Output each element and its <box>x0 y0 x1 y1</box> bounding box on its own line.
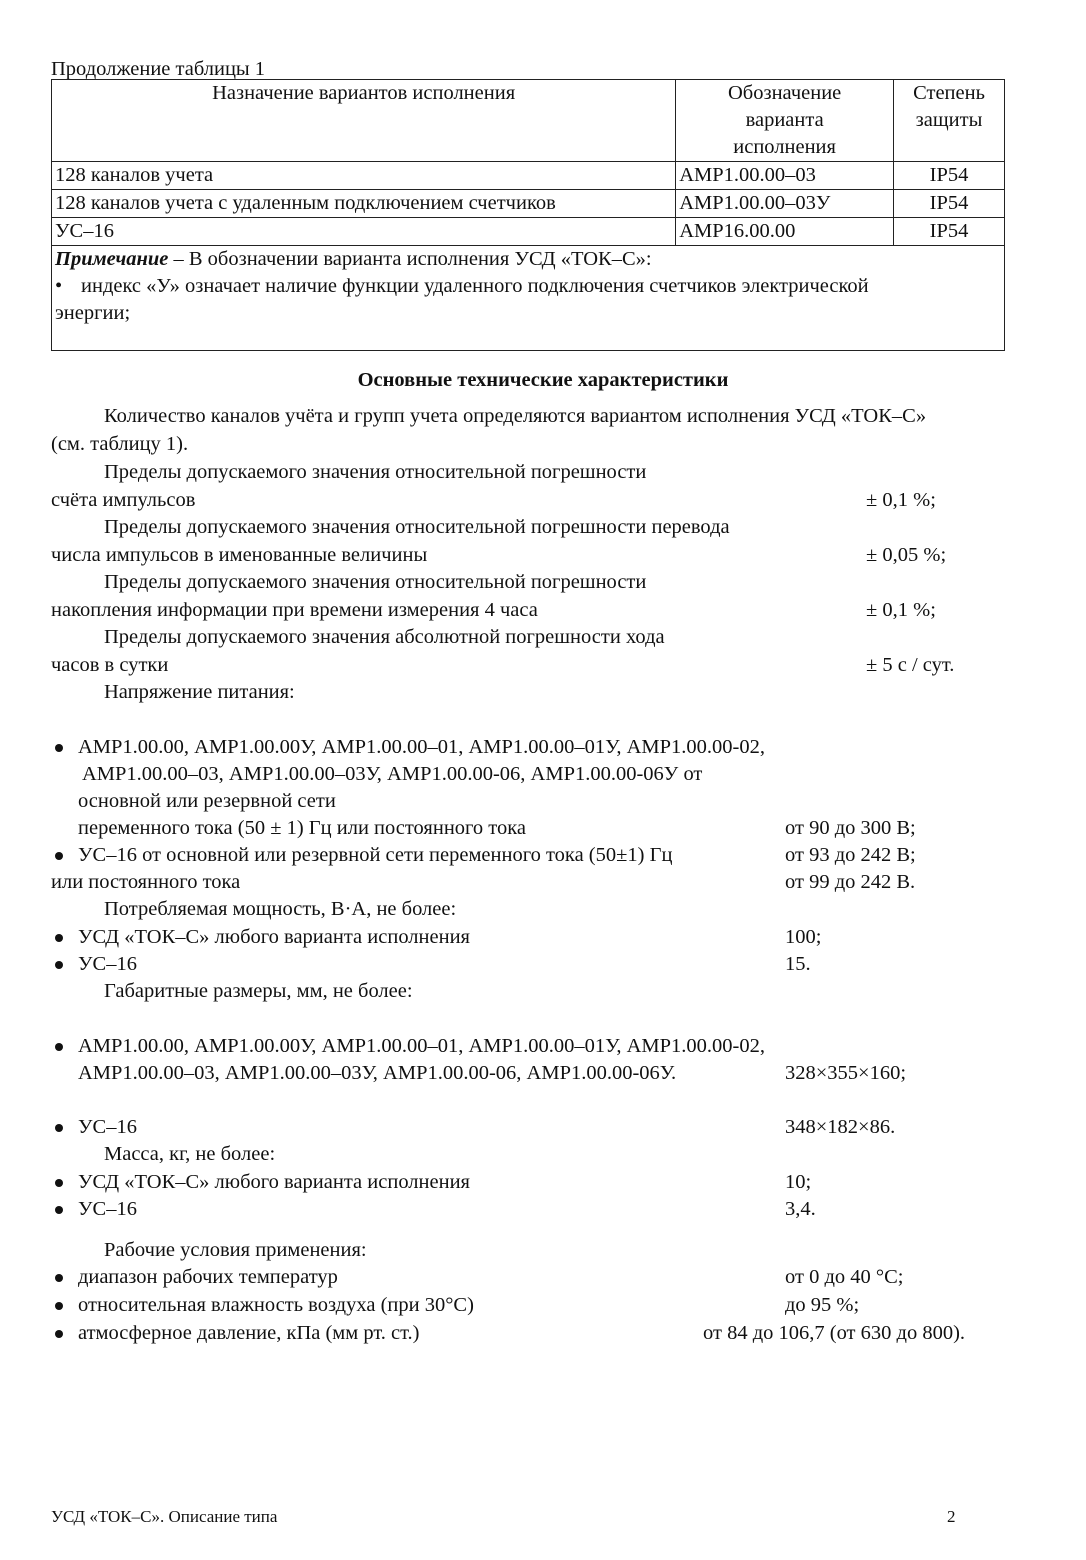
power-item-value: от 90 до 300 В; <box>785 817 916 839</box>
power-supply-title: Напряжение питания: <box>104 681 295 703</box>
spec-line: Пределы допускаемого значения относительной погрешности перевода <box>104 516 730 538</box>
page-number: 2 <box>947 1507 956 1526</box>
table-note <box>52 246 1005 351</box>
header-protection <box>894 80 1005 162</box>
conditions-label: диапазон рабочих температур <box>78 1266 338 1288</box>
bullet-icon <box>55 1330 63 1338</box>
spec-value: ± 5 с / сут. <box>866 654 955 676</box>
power-item-line: АМР1.00.00, АМР1.00.00У, АМР1.00.00–01, АМР1.00.00–01У, АМР1.00.00-02, <box>78 736 765 758</box>
consumption-label: УС–16 <box>78 953 137 975</box>
cell-purpose: УС–16 <box>52 218 676 246</box>
header-protection-line: защиты <box>915 109 983 131</box>
table-note-row <box>52 246 1005 351</box>
bullet-icon <box>55 961 63 969</box>
power-item-line: или постоянного тока <box>51 871 241 893</box>
spec-line: числа импульсов в именованные величины <box>51 544 428 566</box>
header-protection-line: Степень <box>913 82 985 104</box>
bullet-icon <box>55 934 63 942</box>
spec-line: Пределы допускаемого значения абсолютной погрешности хода <box>104 626 665 648</box>
note-text: – В обозначении варианта исполнения УСД «ТОК–С»: <box>168 248 652 270</box>
bullet-icon <box>55 1124 63 1132</box>
power-item-line: АМР1.00.00–03, АМР1.00.00–03У, АМР1.00.00-06, АМР1.00.00-06У от <box>82 763 703 785</box>
spec-value: ± 0,1 %; <box>866 489 936 511</box>
table-row <box>52 218 1005 246</box>
spec-line: Пределы допускаемого значения относительной погрешности <box>104 571 647 593</box>
power-item-line: переменного тока (50 ± 1) Гц или постоянного тока <box>78 817 526 839</box>
dimensions-label: УС–16 <box>78 1116 137 1138</box>
consumption-label: УСД «ТОК–С» любого варианта исполнения <box>78 926 470 948</box>
mass-label: УС–16 <box>78 1198 137 1220</box>
table-caption: Продолжение таблицы 1 <box>51 58 266 80</box>
dimensions-value: 348×182×86. <box>785 1116 896 1138</box>
bullet-icon: • <box>55 275 63 297</box>
mass-value: 10; <box>785 1171 812 1193</box>
power-item-value: от 99 до 242 В. <box>785 871 916 893</box>
table-row <box>52 190 1005 218</box>
footer-title: УСД «ТОК–С». Описание типа <box>51 1507 278 1526</box>
power-item-line: основной или резервной сети <box>78 790 336 812</box>
consumption-value: 100; <box>785 926 822 948</box>
header-designation-line: варианта <box>745 109 824 131</box>
conditions-label: атмосферное давление, кПа (мм рт. ст.) <box>78 1322 420 1344</box>
consumption-title: Потребляемая мощность, В·А, не более: <box>104 898 457 920</box>
bullet-icon <box>55 1179 63 1187</box>
cell-purpose: 128 каналов учета <box>52 162 676 190</box>
cell-designation: АМР1.00.00–03У <box>676 190 894 218</box>
intro-line: (см. таблицу 1). <box>51 433 189 455</box>
conditions-title: Рабочие условия применения: <box>104 1239 367 1261</box>
table-header-row <box>52 80 1005 162</box>
power-item-value: от 93 до 242 В; <box>785 844 916 866</box>
power-item-line: УС–16 от основной или резервной сети переменного тока (50±1) Гц <box>78 844 673 866</box>
cell-protection: IP54 <box>894 218 1005 246</box>
spec-line: счёта импульсов <box>51 489 196 511</box>
header-purpose: Назначение вариантов исполнения <box>52 80 676 162</box>
dimensions-value: 328×355×160; <box>785 1062 907 1084</box>
note-bullet: индекс «У» означает наличие функции удаленного подключения счетчиков электрической <box>81 275 869 297</box>
spec-line: накопления информации при времени измерения 4 часа <box>51 599 538 621</box>
cell-designation: АМР1.00.00–03 <box>676 162 894 190</box>
spec-line: часов в сутки <box>51 654 169 676</box>
dimensions-title: Габаритные размеры, мм, не более: <box>104 980 413 1002</box>
conditions-value: от 0 до 40 °С; <box>785 1266 904 1288</box>
header-designation <box>676 80 894 162</box>
conditions-value: от 84 до 106,7 (от 630 до 800). <box>703 1322 966 1344</box>
bullet-icon <box>55 852 63 860</box>
mass-title: Масса, кг, не более: <box>104 1143 276 1165</box>
header-designation-line: Обозначение <box>727 82 842 104</box>
cell-designation: АМР16.00.00 <box>676 218 894 246</box>
cell-purpose: 128 каналов учета с удаленным подключением счетчиков <box>52 190 676 218</box>
conditions-label: относительная влажность воздуха (при 30°С) <box>78 1294 474 1316</box>
bullet-icon <box>55 1043 63 1051</box>
table-row <box>52 162 1005 190</box>
section-title: Основные технические характеристики <box>357 369 729 391</box>
mass-value: 3,4. <box>785 1198 816 1220</box>
cell-protection: IP54 <box>894 190 1005 218</box>
variants-table <box>51 79 1005 351</box>
spec-value: ± 0,05 %; <box>866 544 947 566</box>
cell-protection: IP54 <box>894 162 1005 190</box>
bullet-icon <box>55 1302 63 1310</box>
mass-label: УСД «ТОК–С» любого варианта исполнения <box>78 1171 470 1193</box>
consumption-value: 15. <box>785 953 811 975</box>
note-title: Примечание <box>55 248 169 270</box>
bullet-icon <box>55 1274 63 1282</box>
header-designation-line: исполнения <box>733 136 836 158</box>
bullet-icon <box>55 1206 63 1214</box>
dimensions-line: АМР1.00.00, АМР1.00.00У, АМР1.00.00–01, АМР1.00.00–01У, АМР1.00.00-02, <box>78 1035 765 1057</box>
bullet-icon <box>55 744 63 752</box>
dimensions-line: АМР1.00.00–03, АМР1.00.00–03У, АМР1.00.00-06, АМР1.00.00-06У. <box>78 1062 677 1084</box>
conditions-value: до 95 %; <box>785 1294 860 1316</box>
note-bullet-cont: энергии; <box>55 302 131 324</box>
spec-value: ± 0,1 %; <box>866 599 936 621</box>
spec-line: Пределы допускаемого значения относительной погрешности <box>104 461 647 483</box>
intro-line: Количество каналов учёта и групп учета определяются вариантом исполнения УСД «ТОК–С» <box>104 405 927 427</box>
